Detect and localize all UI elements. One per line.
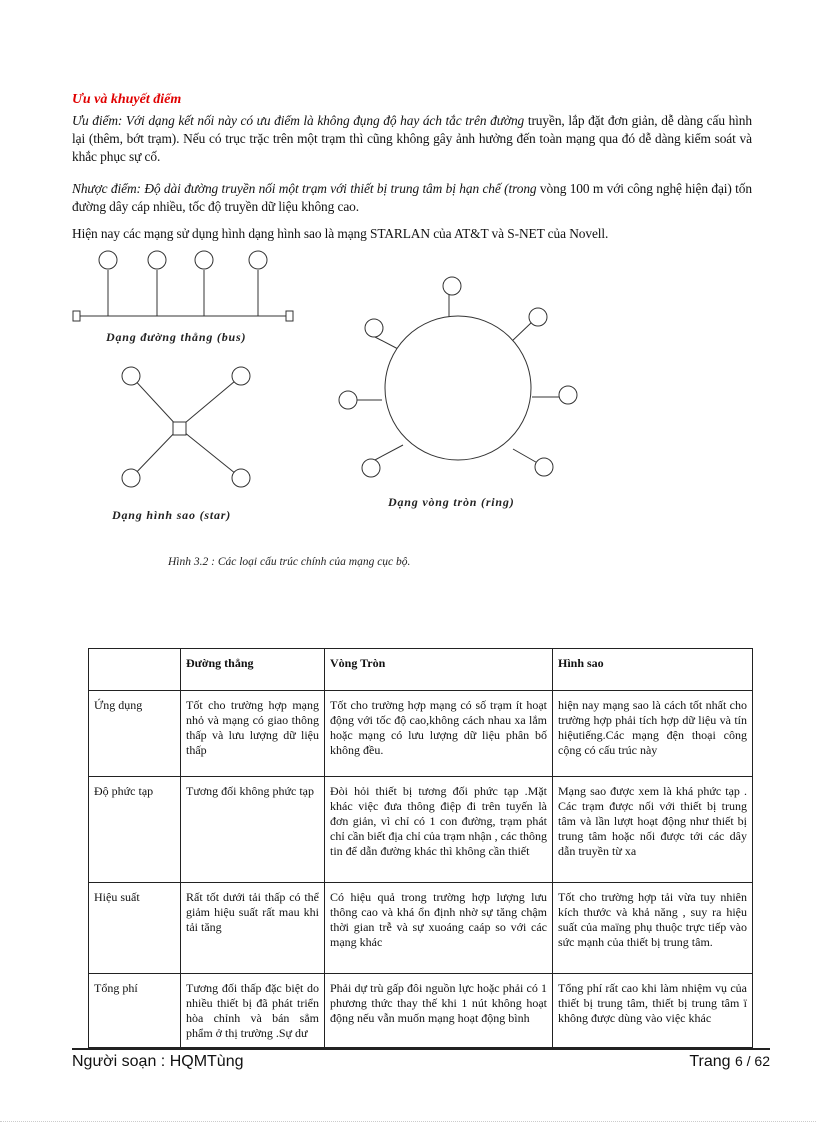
- page-edge: [0, 1121, 816, 1122]
- advantage-italic: Ưu điểm: Với dạng kết nối này có ưu điểm là không đụng độ hay ách tắc trên đường: [72, 113, 525, 128]
- cell-bus: Tốt cho trường hợp mạng nhỏ và mạng có giao thông thấp và lưu lượng dữ liệu thấp: [181, 691, 325, 777]
- cell-bus: Tương đối không phức tạp: [181, 777, 325, 883]
- cell-ring: Phải dự trù gấp đôi nguồn lực hoặc phải có 1 phương thức thay thế khi 1 nút không hoạt động nếu vẫn muốn mạng hoạt động bình: [325, 974, 553, 1048]
- disadvantage-italic: Nhược điểm: Độ dài đường truyền nối một trạm với thiết bị trung tâm bị hạn chế (trong: [72, 181, 537, 196]
- topology-comparison-table: [88, 648, 753, 1048]
- row-label: Ứng dụng: [89, 691, 181, 777]
- table-header-row: [89, 649, 753, 691]
- table-row: [89, 691, 753, 777]
- page-label: Trang: [689, 1053, 735, 1070]
- cell-bus: Tương đối thấp đặc biệt do nhiều thiết bị đã phát triển hòa chỉnh và bán sẳm phẩm ở thị trường .Sự dư: [181, 974, 325, 1048]
- cell-star: Tốt cho trường hợp tải vừa tuy nhiên kích thước và khả năng , suy ra hiệu suất của maïng phụ thuộc trực tiếp vào sức mạnh của thiết bị trung tâm.: [553, 883, 753, 974]
- disadvantage-paragraph: [72, 180, 752, 216]
- footer-author: Người soạn : HQMTùng: [72, 1053, 244, 1070]
- disadvantage-rest: vòng 100 m với công nghệ hiện đại) tốn đường dây cáp nhiều, tốc độ truyền dữ liệu không cao.: [72, 181, 752, 214]
- cell-ring: Đòi hỏi thiết bị tương đối phức tạp .Mặt khác việc đưa thông điệp đi trên tuyến là đơn giản, vì chỉ có 1 con đường, trạm phát chỉ cần biết địa chỉ của trạm nhận , các thông tin để dẫn đường khác thì không cần thiết: [325, 777, 553, 883]
- advantage-rest: truyền, lắp đặt đơn giản, dễ dàng cấu hình lại (thêm, bớt trạm). Nếu có trục trặc trên một trạm thì cũng không gây ảnh hưởng đến toàn mạng qua đó dễ dàng kiểm soát và khắc phục sự cố.: [72, 113, 752, 164]
- header-ring: Vòng Tròn: [325, 649, 553, 691]
- figure-caption: Hình 3.2 : Các loại cấu trúc chính của mạng cục bộ.: [168, 556, 411, 568]
- ring-label: Dạng vòng tròn (ring): [388, 495, 515, 509]
- table-row: [89, 777, 753, 883]
- header-empty: [89, 649, 181, 691]
- footer-page: [689, 1053, 770, 1071]
- row-label: Độ phức tạp: [89, 777, 181, 883]
- cell-bus: Rất tốt dưới tải thấp có thể giảm hiệu suất rất mau khi tải tăng: [181, 883, 325, 974]
- cell-ring: Có hiệu quả trong trường hợp lượng lưu thông cao và khá ổn định nhờ sự tăng chậm thời gian trễ và sự xuoáng caáp so với các mạng khác: [325, 883, 553, 974]
- bus-label: Dạng đường thẳng (bus): [106, 330, 247, 344]
- bus-topology-diagram: [70, 248, 300, 328]
- cell-star: Tổng phí rất cao khi làm nhiệm vụ của thiết bị trung tâm, thiết bị trung tâm ï không được dùng vào việc khác: [553, 974, 753, 1048]
- ring-topology-diagram: [335, 265, 585, 485]
- footer-divider: [72, 1048, 770, 1050]
- row-label: Hiệu suất: [89, 883, 181, 974]
- row-label: Tổng phí: [89, 974, 181, 1048]
- usage-paragraph: Hiện nay các mạng sử dụng hình dạng hình sao là mạng STARLAN của AT&T và S-NET của Novell.: [72, 226, 609, 241]
- star-label: Dạng hình sao (star): [112, 508, 232, 522]
- table-row: [89, 974, 753, 1048]
- cell-star: Mạng sao được xem là khá phức tạp . Các trạm được nối với thiết bị trung tâm và lần lượt hoạt động như thiết bị trung tâm hoặc nối được tới các dây dẫn truyền từ xa: [553, 777, 753, 883]
- page-number: 6 / 62: [734, 1053, 770, 1069]
- cell-star: hiện nay mạng sao là cách tốt nhất cho trường hợp phải tích hợp dữ liệu và tín hiệutiếng.Các mạng đện thoại công cộng có cấu trúc này: [553, 691, 753, 777]
- header-bus: Đường thẳng: [181, 649, 325, 691]
- advantage-paragraph: [72, 112, 752, 166]
- section-heading: Ưu và khuyết điểm: [72, 92, 182, 107]
- header-star: Hình sao: [553, 649, 753, 691]
- table-row: [89, 883, 753, 974]
- cell-ring: Tốt cho trường hợp mạng có số trạm ít hoạt động với tốc độ cao,không cách nhau xa lắm hoặc mạng có lưu lượng dữ liệu phân bố không đều.: [325, 691, 553, 777]
- star-topology-diagram: [115, 362, 255, 492]
